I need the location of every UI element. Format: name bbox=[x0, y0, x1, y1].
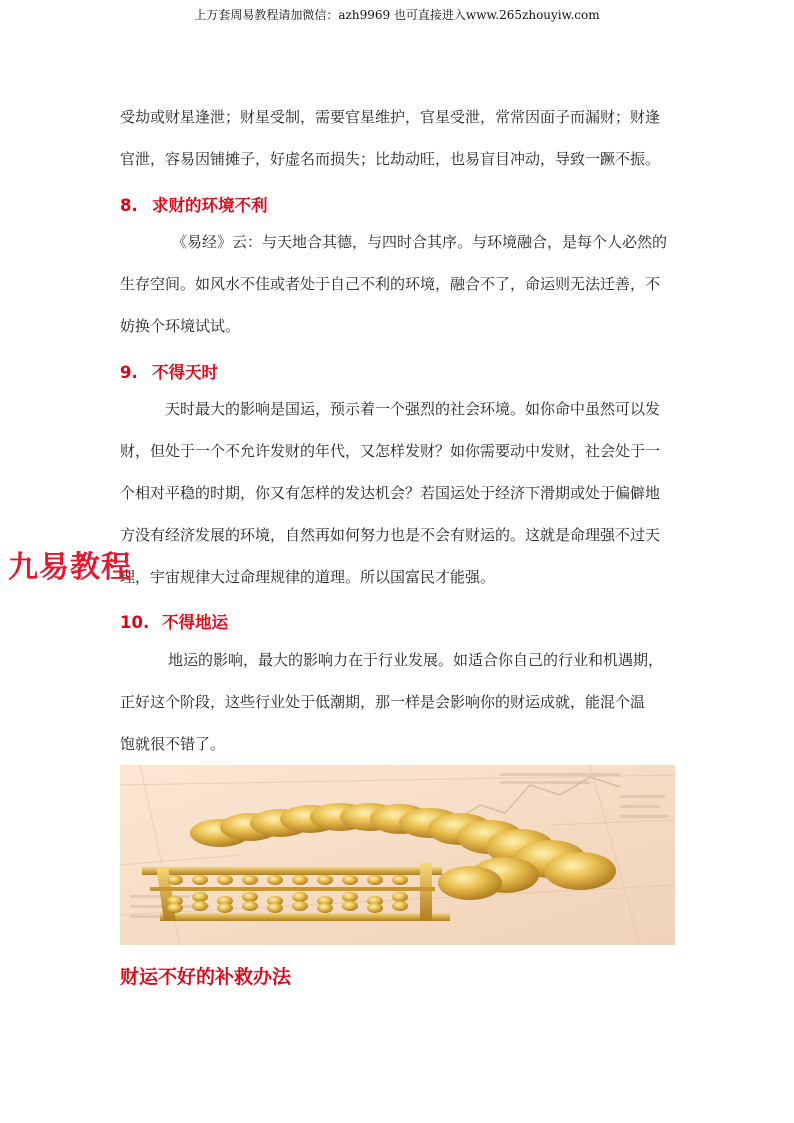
section-title: 不得地运 bbox=[162, 613, 228, 632]
section-title: 求财的环境不利 bbox=[152, 196, 268, 215]
remedy-section-title: 财运不好的补救办法 bbox=[120, 966, 292, 988]
paragraph-line: 正好这个阶段，这些行业处于低潮期，那一样是会影响你的财运成就，能混个温 bbox=[120, 693, 646, 711]
section-9-heading bbox=[120, 359, 218, 383]
watermark-logo: 九易教程 bbox=[8, 550, 132, 585]
paragraph-line: 地运的影响，最大的影响力在于行业发展。如适合你自己的行业和机遇期， bbox=[168, 651, 664, 669]
photo-illustration bbox=[120, 765, 675, 945]
section-title: 不得天时 bbox=[152, 363, 218, 382]
paragraph-line: 受劫或财星逢泄；财星受制，需要官星维护，官星受泄，常常因面子而漏财；财逢 bbox=[120, 108, 661, 126]
section-10-heading bbox=[120, 609, 228, 633]
paragraph-line: 妨换个环境试试。 bbox=[120, 317, 241, 335]
section-number: 9. bbox=[120, 363, 138, 382]
paragraph-line: 生存空间。如风水不佳或者处于自己不利的环境，融合不了，命运则无法迁善，不 bbox=[120, 275, 661, 293]
paragraph-line: 《易经》云：与天地合其德，与四时合其序。与环境融合，是每个人必然的 bbox=[172, 233, 668, 251]
section-number: 10. bbox=[120, 613, 150, 632]
paragraph-line: 官泄，容易因铺摊子，好虚名而损失；比劫动旺，也易盲目冲动，导致一蹶不振。 bbox=[120, 150, 661, 168]
section-8-heading bbox=[120, 192, 268, 216]
paragraph-line: 个相对平稳的时期，你又有怎样的发达机会？若国运处于经济下滑期或处于偏僻地 bbox=[120, 484, 661, 502]
paragraph-line: 方没有经济发展的环境，自然再如何努力也是不会有财运的。这就是命理强不过天 bbox=[120, 526, 661, 544]
paragraph-line: 饱就很不错了。 bbox=[120, 735, 226, 753]
page-header: 上万套周易教程请加微信：azh9969 也可直接进入www.265zhouyiw.com bbox=[194, 8, 600, 22]
section-number: 8. bbox=[120, 196, 138, 215]
paragraph-line: 天时最大的影响是国运，预示着一个强烈的社会环境。如你命中虽然可以发 bbox=[165, 400, 661, 418]
paragraph-line: 理，宇宙规律大过命理规律的道理。所以国富民才能强。 bbox=[120, 568, 496, 586]
paragraph-line: 财，但处于一个不允许发财的年代，又怎样发财？如你需要动中发财，社会处于一 bbox=[120, 442, 661, 460]
gold-coins-abacus-photo bbox=[120, 765, 675, 945]
